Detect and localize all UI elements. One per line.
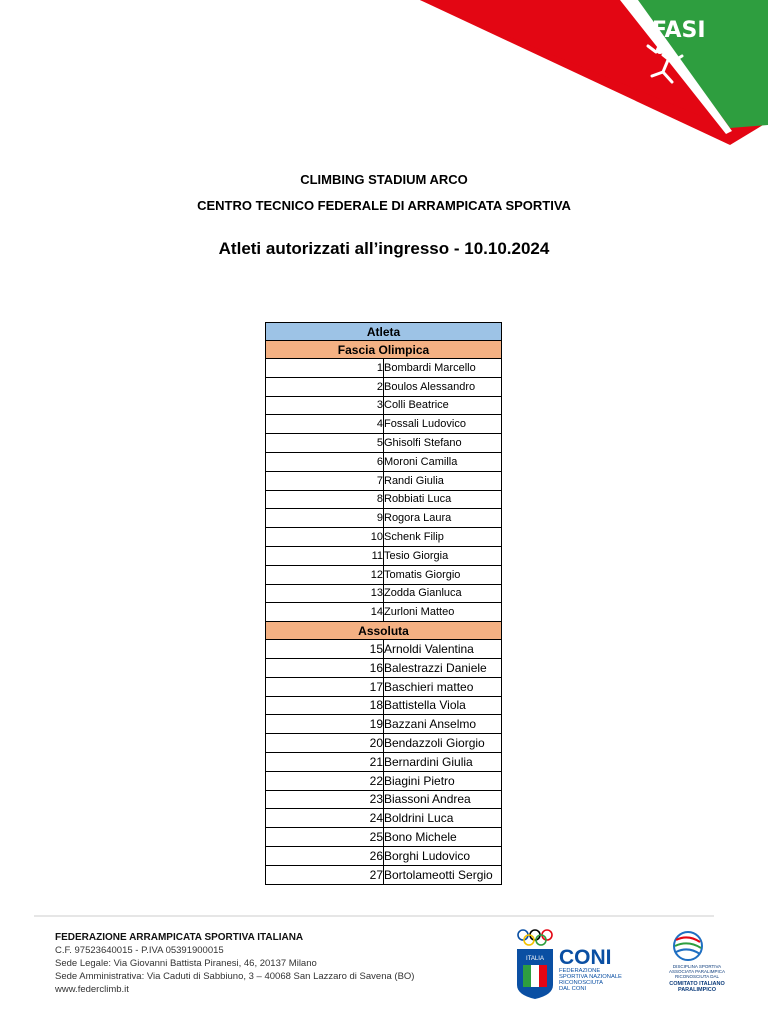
table-row	[266, 603, 502, 622]
table-row	[266, 809, 502, 828]
table-row	[266, 452, 502, 471]
footer-info	[55, 931, 414, 996]
row-number: 1	[266, 359, 384, 378]
athlete-name: Arnoldi Valentina	[384, 640, 502, 659]
table-row	[266, 359, 502, 378]
table-row	[266, 790, 502, 809]
table-row	[266, 434, 502, 453]
athlete-name: Bendazzoli Giorgio	[384, 734, 502, 753]
athlete-name: Biassoni Andrea	[384, 790, 502, 809]
table-row	[266, 828, 502, 847]
row-number: 19	[266, 715, 384, 734]
footer-web[interactable]: www.federclimb.it	[55, 984, 129, 995]
row-number: 15	[266, 640, 384, 659]
footer-org: FEDERAZIONE ARRAMPICATA SPORTIVA ITALIANA	[55, 932, 304, 943]
table-row	[266, 734, 502, 753]
coni-logo	[513, 927, 633, 999]
table-row	[266, 415, 502, 434]
athlete-name: Tesio Giorgia	[384, 546, 502, 565]
section-title: Assoluta	[266, 622, 502, 640]
row-number: 14	[266, 603, 384, 622]
table-row	[266, 565, 502, 584]
athlete-name: Moroni Camilla	[384, 452, 502, 471]
row-number: 8	[266, 490, 384, 509]
row-number: 13	[266, 584, 384, 603]
athlete-name: Bazzani Anselmo	[384, 715, 502, 734]
table-row	[266, 846, 502, 865]
athletes-table	[265, 322, 502, 885]
table-row	[266, 715, 502, 734]
table-row	[266, 471, 502, 490]
page-title: Atleti autorizzati all’ingresso - 10.10.2024	[218, 239, 550, 258]
athlete-name: Zurloni Matteo	[384, 603, 502, 622]
row-number: 26	[266, 846, 384, 865]
table-row	[266, 696, 502, 715]
table-row	[266, 771, 502, 790]
row-number: 17	[266, 677, 384, 696]
row-number: 11	[266, 546, 384, 565]
center-title: CENTRO TECNICO FEDERALE DI ARRAMPICATA SPORTIVA	[197, 198, 571, 213]
athlete-name: Schenk Filip	[384, 528, 502, 547]
coni-word: CONI	[559, 946, 612, 969]
athlete-name: Battistella Viola	[384, 696, 502, 715]
section-header-row	[266, 341, 502, 359]
fasi-logo-text: FASI	[652, 18, 706, 43]
row-number: 24	[266, 809, 384, 828]
athlete-name: Balestrazzi Daniele	[384, 658, 502, 677]
athlete-name: Zodda Gianluca	[384, 584, 502, 603]
paralympic-globe-icon	[674, 932, 702, 960]
row-number: 21	[266, 752, 384, 771]
row-number: 18	[266, 696, 384, 715]
athlete-name: Baschieri matteo	[384, 677, 502, 696]
row-number: 10	[266, 528, 384, 547]
athlete-name: Borghi Ludovico	[384, 846, 502, 865]
athlete-name: Bernardini Giulia	[384, 752, 502, 771]
table-row	[266, 377, 502, 396]
footer-admin: Sede Amministrativa: Via Caduti di Sabbiuno, 3 – 40068 San Lazzaro di Savena (BO)	[55, 971, 415, 982]
section-title: Fascia Olimpica	[266, 341, 502, 359]
table-row	[266, 528, 502, 547]
row-number: 9	[266, 509, 384, 528]
row-number: 23	[266, 790, 384, 809]
footer-divider	[34, 912, 714, 920]
row-number: 22	[266, 771, 384, 790]
athlete-name: Rogora Laura	[384, 509, 502, 528]
athlete-name: Tomatis Giorgio	[384, 565, 502, 584]
row-number: 20	[266, 734, 384, 753]
row-number: 7	[266, 471, 384, 490]
athlete-name: Colli Beatrice	[384, 396, 502, 415]
document-titles	[0, 170, 768, 262]
svg-text:SPORTIVA NAZIONALE: SPORTIVA NAZIONALE	[559, 974, 622, 980]
athlete-name: Bombardi Marcello	[384, 359, 502, 378]
table-row	[266, 677, 502, 696]
table-row	[266, 396, 502, 415]
table-row	[266, 640, 502, 659]
athlete-name: Boldrini Luca	[384, 809, 502, 828]
row-number: 25	[266, 828, 384, 847]
svg-text:PARALIMPICO: PARALIMPICO	[677, 987, 717, 993]
athlete-name: Boulos Alessandro	[384, 377, 502, 396]
svg-text:FEDERAZIONE: FEDERAZIONE	[559, 968, 601, 974]
svg-text:RICONOSCIUTA: RICONOSCIUTA	[559, 980, 604, 986]
table-row	[266, 546, 502, 565]
table-row	[266, 490, 502, 509]
svg-text:DISCIPLINA SPORTIVA: DISCIPLINA SPORTIVA	[672, 964, 722, 969]
row-number: 6	[266, 452, 384, 471]
table-row	[266, 865, 502, 884]
table-row	[266, 584, 502, 603]
svg-text:COMITATO ITALIANO: COMITATO ITALIANO	[669, 981, 725, 987]
athlete-name: Biagini Pietro	[384, 771, 502, 790]
athlete-name: Bortolameotti Sergio	[384, 865, 502, 884]
row-number: 4	[266, 415, 384, 434]
row-number: 2	[266, 377, 384, 396]
table-row	[266, 509, 502, 528]
athlete-name: Bono Michele	[384, 828, 502, 847]
italia-shield-icon	[517, 949, 553, 999]
table-header: Atleta	[266, 323, 502, 341]
footer-tax: C.F. 97523640015 - P.IVA 05391900015	[55, 945, 224, 956]
row-number: 5	[266, 434, 384, 453]
athlete-name: Ghisolfi Stefano	[384, 434, 502, 453]
venue-title: CLIMBING STADIUM ARCO	[300, 172, 468, 187]
athlete-name: Robbiati Luca	[384, 490, 502, 509]
athlete-name: Fossali Ludovico	[384, 415, 502, 434]
svg-text:RICONOSCIUTA DAL: RICONOSCIUTA DAL	[675, 974, 719, 979]
row-number: 16	[266, 658, 384, 677]
table-row	[266, 658, 502, 677]
paralimpico-logo	[656, 928, 738, 1000]
olympic-rings-icon	[518, 930, 552, 945]
svg-text:DAL CONI: DAL CONI	[559, 986, 587, 992]
fasi-logo	[420, 0, 768, 145]
athlete-name: Randi Giulia	[384, 471, 502, 490]
footer-legal: Sede Legale: Via Giovanni Battista Piranesi, 46, 20137 Milano	[55, 958, 317, 969]
row-number: 3	[266, 396, 384, 415]
svg-text:ITALIA: ITALIA	[526, 956, 544, 962]
svg-text:ASSOCIATA PARALIMPICA: ASSOCIATA PARALIMPICA	[668, 969, 726, 974]
row-number: 27	[266, 865, 384, 884]
row-number: 12	[266, 565, 384, 584]
section-header-row	[266, 622, 502, 640]
table-row	[266, 752, 502, 771]
